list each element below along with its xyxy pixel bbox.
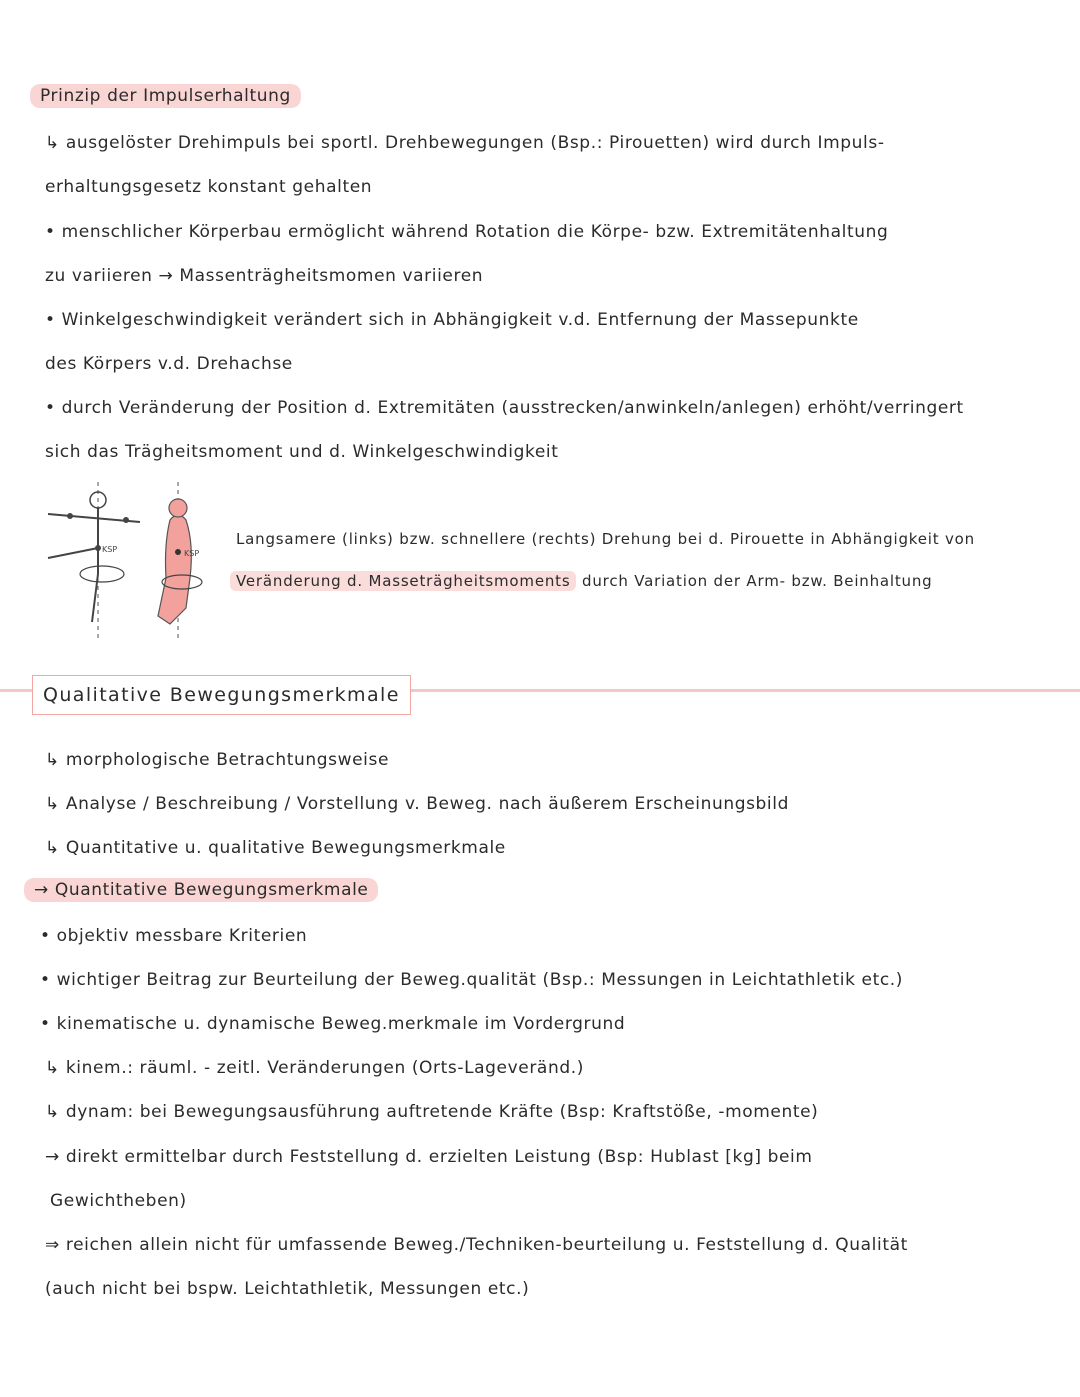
text-line: • Winkelgeschwindigkeit verändert sich in Abhängigkeit v.d. Entfernung der Massepunkte bbox=[45, 310, 859, 330]
pirouette-figure bbox=[40, 482, 225, 642]
section2-subheading: → Quantitative Bewegungsmerkmale bbox=[24, 880, 378, 900]
section2-heading: Qualitative Bewegungsmerkmale bbox=[32, 675, 411, 715]
text-line: ↳ Quantitative u. qualitative Bewegungsmerkmale bbox=[45, 838, 506, 858]
text-line: • objektiv messbare Kriterien bbox=[40, 926, 308, 946]
pirouette-illustration bbox=[40, 482, 225, 642]
text-line: • wichtiger Beitrag zur Beurteilung der Beweg.qualität (Bsp.: Messungen in Leichtathletik etc.) bbox=[40, 970, 904, 990]
figure-caption-line2 bbox=[230, 572, 933, 590]
caption-rest: durch Variation der Arm- bzw. Beinhaltung bbox=[582, 572, 933, 590]
text-line: ⇒ reichen allein nicht für umfassende Beweg./Techniken-beurteilung u. Feststellung d. Qualität bbox=[45, 1235, 908, 1255]
text-line: • durch Veränderung der Position d. Extremitäten (ausstrecken/anwinkeln/anlegen) erhöht/verringert bbox=[45, 398, 964, 418]
ksp-label-right: KSP bbox=[184, 549, 200, 558]
text-line: ↳ morphologische Betrachtungsweise bbox=[45, 750, 390, 770]
text-line: zu variieren → Massenträgheitsmomen variieren bbox=[45, 266, 484, 286]
figure-caption-line1: Langsamere (links) bzw. schnellere (rechts) Drehung bei d. Pirouette in Abhängigkeit von bbox=[236, 530, 975, 548]
text-line: ↳ dynam: bei Bewegungsausführung auftretende Kräfte (Bsp: Kraftstöße, -momente) bbox=[45, 1102, 819, 1122]
caption-highlight: Veränderung d. Masseträgheitsmoments bbox=[230, 571, 576, 591]
text-line: ↳ Analyse / Beschreibung / Vorstellung v. Beweg. nach äußerem Erscheinungsbild bbox=[45, 794, 789, 814]
text-line: ↳ ausgelöster Drehimpuls bei sportl. Drehbewegungen (Bsp.: Pirouetten) wird durch Impuls- bbox=[45, 133, 885, 153]
text-line: → direkt ermittelbar durch Feststellung d. erzielten Leistung (Bsp: Hublast [kg] beim bbox=[45, 1147, 813, 1167]
text-line: erhaltungsgesetz konstant gehalten bbox=[45, 177, 373, 197]
text-line: • kinematische u. dynamische Beweg.merkmale im Vordergrund bbox=[40, 1014, 626, 1034]
ksp-label-left: KSP bbox=[102, 545, 118, 554]
text-line: Gewichtheben) bbox=[50, 1191, 187, 1211]
text-line: des Körpers v.d. Drehachse bbox=[45, 354, 293, 374]
text-line: (auch nicht bei bspw. Leichtathletik, Messungen etc.) bbox=[45, 1279, 530, 1299]
text-line: ↳ kinem.: räuml. - zeitl. Veränderungen (Orts-Lageveränd.) bbox=[45, 1058, 584, 1078]
section1-heading: Prinzip der Impulserhaltung bbox=[30, 86, 301, 106]
text-line: • menschlicher Körperbau ermöglicht während Rotation die Körpe- bzw. Extremitätenhaltung bbox=[45, 222, 889, 242]
text-line: sich das Trägheitsmoment und d. Winkelgeschwindigkeit bbox=[45, 442, 559, 462]
